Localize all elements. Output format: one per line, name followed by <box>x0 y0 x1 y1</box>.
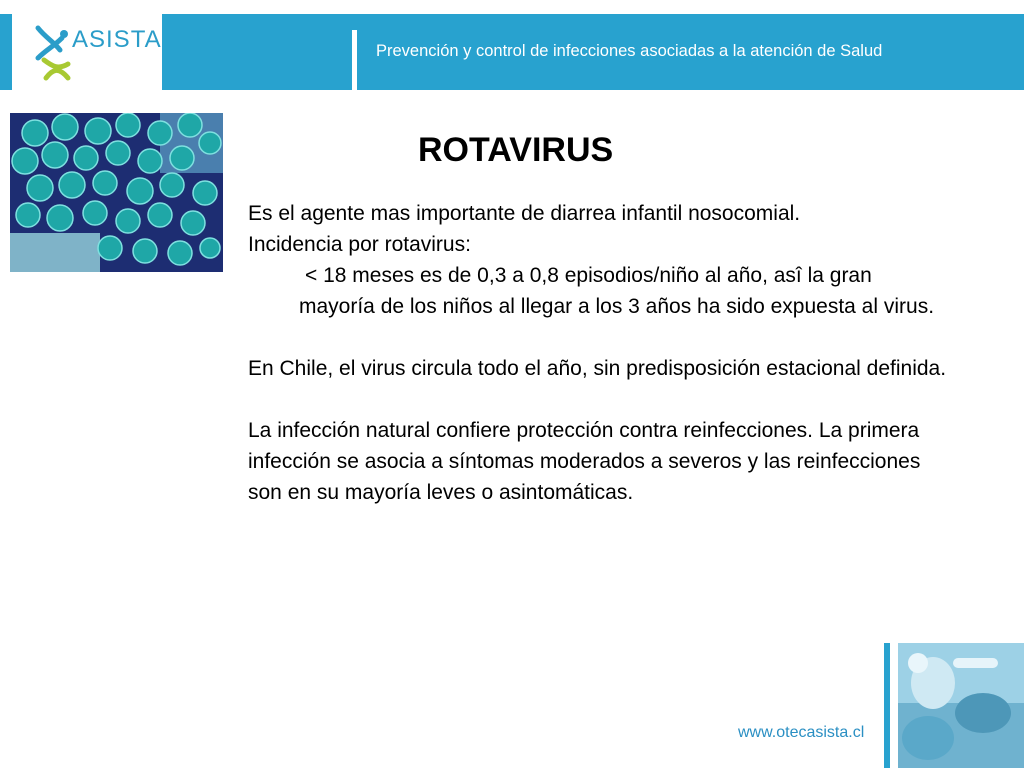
logo[interactable] <box>12 14 162 90</box>
rotavirus-micrograph-image <box>10 113 223 272</box>
header-title: Prevención y control de infecciones asociadas a la atención de Salud <box>376 42 883 60</box>
paragraph-incidence-detail: < 18 meses es de 0,3 a 0,8 episodios/niño al año, asî la gran mayoría de los niños al llegar a los 3 años ha sido expuesta al virus. <box>299 264 935 318</box>
spacer <box>248 322 948 353</box>
spacer <box>248 384 948 415</box>
logo-text: ASISTA <box>72 26 162 53</box>
slide-title: ROTAVIRUS <box>418 131 614 169</box>
paragraph-infection: La infección natural confiere protección contra reinfecciones. La primera infección se asocia a síntomas moderados a severos y las reinfecciones son en su mayoría leves o asintomáticas. <box>248 419 921 504</box>
paragraph-chile: En Chile, el virus circula todo el año, sin predisposición estacional definida. <box>248 357 947 380</box>
header-divider <box>352 30 357 90</box>
surgery-photo-image <box>898 643 1024 768</box>
slide-content <box>248 198 948 508</box>
paragraph-incidence-heading: Incidencia por rotavirus: <box>248 233 471 256</box>
footer-url-link[interactable]: www.otecasista.cl <box>738 724 865 741</box>
paragraph-agent: Es el agente mas importante de diarrea infantil nosocomial. <box>248 202 801 225</box>
footer-accent-bar <box>884 643 890 768</box>
logo-mark-icon <box>34 20 76 82</box>
